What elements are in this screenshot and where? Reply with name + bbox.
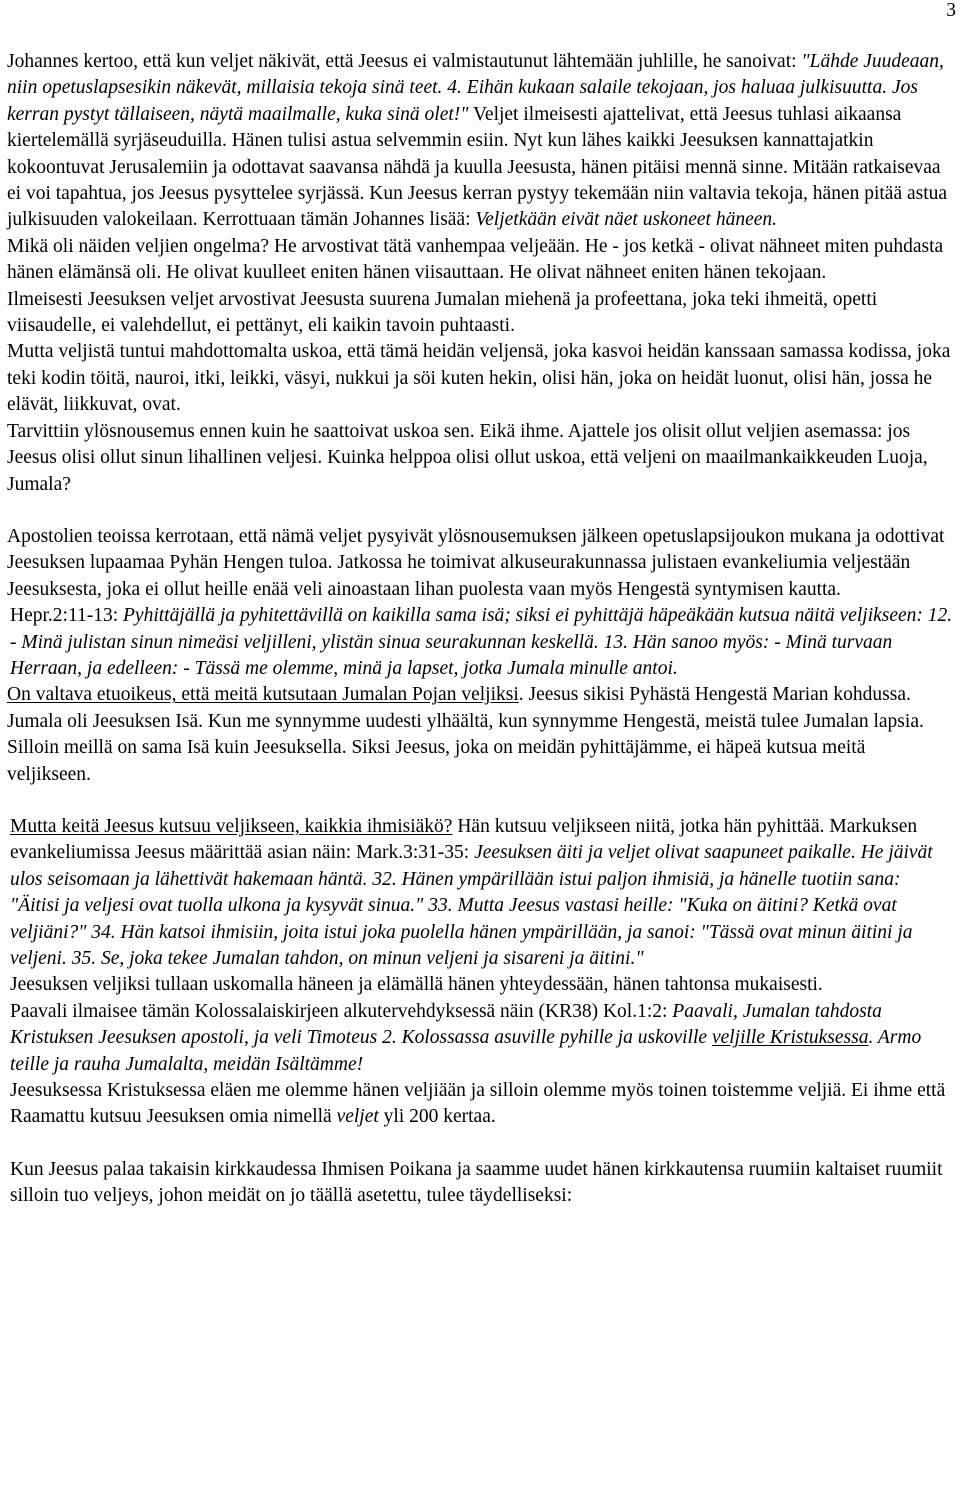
- scripture-reference: Hepr.2:11-13:: [10, 605, 124, 627]
- quote-text: Veljetkään eivät näet uskoneet häneen.: [475, 209, 777, 231]
- paragraph-brothers-in-christ: [10, 1078, 953, 1131]
- paragraph-colossians: [10, 999, 953, 1078]
- paragraph-brothers-problem: Mikä oli näiden veljien ongelma? He arvostivat tätä vanhempaa veljeään. He - jos ketkä - olivat nähneet miten puhdasta hänen elämänsä oli. He olivat kuulleet eniten hänen viisauttaan. He olivat nähneet eniten hänen tekojaan.: [7, 235, 944, 284]
- paragraph-brothers-unbelief: [7, 49, 953, 234]
- paragraph-return-glory: Kun Jeesus palaa takaisin kirkkaudessa Ihmisen Poikana ja saamme uudet hänen kirkkautensa ruumiin kaltaiset ruumiit silloin tuo veljeys, johon meidät on jo täällä asetettu, tulee täydelliseksi:: [10, 1158, 943, 1207]
- text: Paavali, Jumalan tahdosta Kristuksen Jeesuksen apostoli, ja veli Timoteus 2. Kolossassa asuville pyhille ja uskoville: [10, 1000, 882, 1049]
- paragraph-brothers-esteem: Ilmeisesti Jeesuksen veljet arvostivat Jeesusta suurena Jumalan miehenä ja profeettana, joka teki ihmeitä, opetti viisaudelle, ei valehdellut, ei pettänyt, eli kaikin tavoin puhtaasti.: [7, 288, 878, 337]
- paragraph-hebrews-quote: [10, 603, 953, 682]
- text: Hän kutsuu veljikseen niitä, jotka hän pyhittää. Markuksen evankeliumissa Jeesus määrittää asian näin: Mark.3:31-35:: [10, 815, 918, 864]
- quote-text: Pyhittäjällä ja pyhitettävillä on kaikilla sama isä; siksi ei pyhittäjä häpeäkään kutsua näitä veljikseen: 12. - Minä julistan sinun nimeäsi veljilleni, ylistän sinua seurakunnan keskellä. 13. Hän sanoo myös: - Minä turvaan Herraan, ja edelleen: - Tässä me olemme, minä ja lapset, jotka Jumala minulle antoi.: [10, 605, 953, 679]
- underlined-text: veljille Kristuksessa: [711, 1027, 869, 1049]
- text: Jeesuksessa Kristuksessa eläen me olemme hänen veljiään ja silloin olemme myös toinen toistemme veljiä. Ei ihme että Raamattu kutsuu Jeesuksen omia nimellä: [10, 1080, 946, 1128]
- text: . Jeesus sikisi Pyhästä Hengestä Marian kohdussa. Jumala oli Jeesuksen Isä. Kun me synnymme uudesti ylhäältä, kun synnymme Hengestä, meistä tulee Jumalan lapsia. Silloin meillä on sama Isä kuin Jeesuksella. Siksi Jeesus, joka on meidän pyhittäjämme, ei häpeä kutsua meitä veljikseen.: [7, 684, 924, 785]
- quote-text: "Lähde Juudeaan, niin opetuslapsesikin näkevät, millaisia tekoja sinä teet. 4. Eihän kukaan salaile tekojaan, jos haluaa julkisuutta. Jos kerran pystyt tällaiseen, näytä maailmalle, kuka sinä olet!": [7, 51, 944, 125]
- document-body: [7, 49, 953, 1210]
- spacer: [7, 498, 953, 524]
- underlined-text: Mutta keitä Jeesus kutsuu veljikseen, kaikkia ihmisiäkö?: [10, 815, 453, 837]
- paragraph-resurrection: Tarvittiin ylösnousemus ennen kuin he saattoivat uskoa sen. Eikä ihme. Ajattele jos olisit ollut veljien asemassa: jos Jeesus olisi ollut sinun lihallinen veljesi. Kuinka helppoa olisi ollut uskoa, että veljeni on maailmankaikkeuden Luoja, Jumala?: [7, 420, 928, 495]
- spacer: [7, 788, 953, 814]
- paragraph-acts: Apostolien teoissa kerrotaan, että nämä veljet pysyivät ylösnousemuksen jälkeen opetuslapsijoukon mukana ja odottivat Jeesuksen lupaamaa Pyhän Hengen tuloa. Jatkossa he toimivat alkuseurakunnassa julistaen evankeliumia veljestään Jeesuksesta, joka ei ollut heille enää veli ainoastaan lihan puolesta vaan myös Hengestä syntymisen kautta.: [7, 525, 945, 600]
- text: Johannes kertoo, että kun veljet näkivät, että Jeesus ei valmistautunut lähtemään juhlille, he sanoivat:: [7, 51, 802, 72]
- text: Veljet ilmeisesti ajattelivat, että Jeesus tuhlasi aikaansa kiertelemällä syrjäseuduilla. Hänen tulisi astua selvemmin esiin. Nyt kun lähes kaikki Jeesuksen kannattajatkin kokoontuvat Jerusalemiin ja odottavat saavansa nähdä ja kuulla Jeesusta, hänen pitäisi mennä sinne. Mitään ratkaisevaa ei voi tapahtua, jos Jeesus pysyttelee syrjässä. Kun Jeesus kerran pystyy tekemään niin valtavia tekoja, hänen pitää astua julkisuuden valokeilaan. Kerrottuaan tämän Johannes lisää:: [7, 103, 948, 231]
- quote-text: Jeesuksen äiti ja veljet olivat saapuneet paikalle. He jäivät ulos seisomaan ja lähettivät hakemaan häntä. 32. Hänen ympärillään istui paljon ihmisiä, ja hänelle tuotiin sana: "Äitisi ja veljesi ovat tuolla ulkona ja kysyvät sinua." 33. Mutta Jeesus vastasi heille: "Kuka on äitini? Ketkä ovat veljiäni?" 34. Hän katsoi ihmisiin, joita istui joka puolella hänen ympärillään, ja sanoi: "Tässä ovat minun äitini ja veljeni. 35. Se, joka tekee Jumalan tahdon, on minun veljeni ja sisareni ja äitini.": [10, 842, 933, 969]
- text: Paavali ilmaisee tämän Kolossalaiskirjeen alkutervehdyksessä näin (KR38) Kol.1:2:: [10, 1000, 673, 1022]
- paragraph-who-brothers: [10, 814, 953, 972]
- text: yli 200 kertaa.: [378, 1106, 496, 1128]
- paragraph-impossible-belief: Mutta veljistä tuntui mahdottomalta uskoa, että tämä heidän veljensä, joka kasvoi heidän kanssaan samassa kodissa, joka teki kodin töitä, nauroi, itki, leikki, väsyi, nukkui ja söi kuten hekin, olisi hän, joka on heidät luonut, olisi hän, jossa he elävät, liikkuvat, ovat.: [7, 341, 951, 416]
- paragraph-becoming-brothers: Jeesuksen veljiksi tullaan uskomalla häneen ja elämällä hänen yhteydessään, hänen tahtonsa mukaisesti.: [10, 974, 823, 996]
- page-number: 3: [946, 0, 956, 21]
- text: . Armo teille ja rauha Jumalalta, meidän Isältämme!: [10, 1027, 922, 1075]
- emphasized-word: veljet: [336, 1106, 379, 1128]
- spacer: [7, 1131, 953, 1157]
- paragraph-privilege: [7, 682, 953, 788]
- underlined-text: On valtava etuoikeus, että meitä kutsutaan Jumalan Pojan veljiksi: [7, 684, 519, 706]
